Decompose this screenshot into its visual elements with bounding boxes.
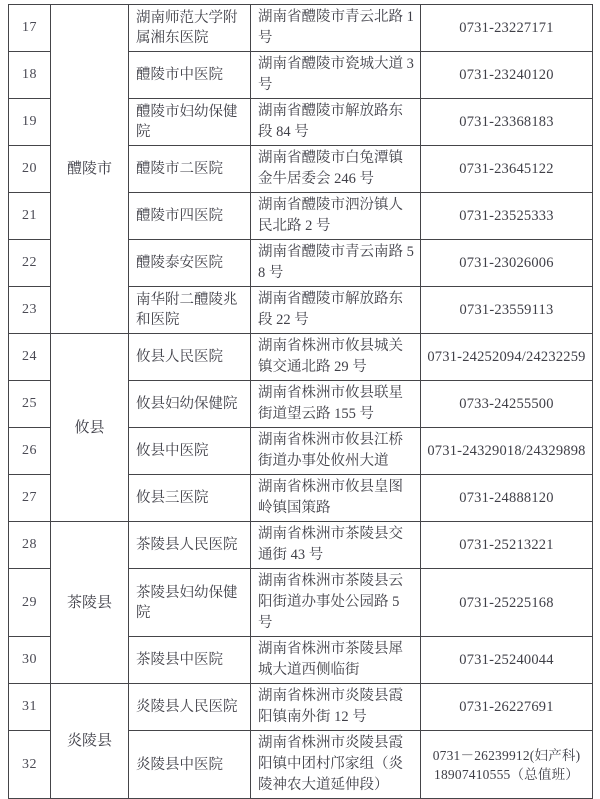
address-cell: 湖南省株洲市攸县联星街道望云路 155 号 [251, 381, 421, 428]
address-cell: 湖南省醴陵市泗汾镇人民北路 2 号 [251, 193, 421, 240]
phone-cell: 0731-25213221 [421, 522, 593, 569]
hospital-name-cell: 南华附二醴陵兆和医院 [129, 287, 251, 334]
address-cell: 湖南省株洲市茶陵县云阳街道办事处公园路 5 号 [251, 569, 421, 637]
address-cell: 湖南省醴陵市白兔潭镇金牛居委会 246 号 [251, 146, 421, 193]
district-cell: 攸县 [51, 334, 129, 522]
row-number-cell: 26 [9, 428, 51, 475]
row-number-cell: 31 [9, 684, 51, 731]
row-number-cell: 25 [9, 381, 51, 428]
address-cell: 湖南省醴陵市青云南路 58 号 [251, 240, 421, 287]
phone-cell: 0731-23227171 [421, 5, 593, 52]
row-number-cell: 27 [9, 475, 51, 522]
phone-cell: 0731-23525333 [421, 193, 593, 240]
hospital-name-cell: 炎陵县中医院 [129, 731, 251, 799]
phone-cell [421, 731, 593, 799]
phone-cell: 0731-23368183 [421, 99, 593, 146]
hospital-name-cell: 醴陵市四医院 [129, 193, 251, 240]
phone-cell: 0731-25240044 [421, 637, 593, 684]
address-cell: 湖南省株洲市炎陵县霞阳镇中团村邝家组（炎陵神农大道延伸段） [251, 731, 421, 799]
phone-cell: 0733-24255500 [421, 381, 593, 428]
address-cell: 湖南省株洲市茶陵县犀城大道西侧临街 [251, 637, 421, 684]
row-number-cell: 21 [9, 193, 51, 240]
hospital-name-cell: 醴陵市二医院 [129, 146, 251, 193]
row-number-cell: 30 [9, 637, 51, 684]
row-number-cell: 28 [9, 522, 51, 569]
hospital-name-cell: 醴陵市中医院 [129, 52, 251, 99]
row-number-cell: 22 [9, 240, 51, 287]
hospital-name-cell: 醴陵泰安医院 [129, 240, 251, 287]
table-row [9, 684, 593, 731]
district-cell: 茶陵县 [51, 522, 129, 684]
row-number-cell: 17 [9, 5, 51, 52]
address-cell: 湖南省株洲市攸县城关镇交通北路 29 号 [251, 334, 421, 381]
phone-cell: 0731-26227691 [421, 684, 593, 731]
address-cell: 湖南省株洲市茶陵县交通街 43 号 [251, 522, 421, 569]
hospital-contact-table [8, 4, 593, 799]
table-row [9, 5, 593, 52]
phone-line-1: 0731－26239912(妇产科) [432, 747, 581, 763]
address-cell: 湖南省醴陵市解放路东段 84 号 [251, 99, 421, 146]
row-number-cell: 18 [9, 52, 51, 99]
phone-cell: 0731-24329018/24329898 [421, 428, 593, 475]
hospital-name-cell: 攸县妇幼保健院 [129, 381, 251, 428]
address-cell: 湖南省株洲市攸县皇图岭镇国策路 [251, 475, 421, 522]
row-number-cell: 32 [9, 731, 51, 799]
hospital-name-cell: 湖南师范大学附属湘东医院 [129, 5, 251, 52]
hospital-name-cell: 茶陵县妇幼保健院 [129, 569, 251, 637]
address-cell: 湖南省醴陵市青云北路 1 号 [251, 5, 421, 52]
row-number-cell: 19 [9, 99, 51, 146]
hospital-name-cell: 茶陵县中医院 [129, 637, 251, 684]
address-cell: 湖南省株洲市攸县江桥街道办事处攸州大道 [251, 428, 421, 475]
hospital-name-cell: 炎陵县人民医院 [129, 684, 251, 731]
address-cell: 湖南省醴陵市瓷城大道 3 号 [251, 52, 421, 99]
phone-cell: 0731-25225168 [421, 569, 593, 637]
phone-cell: 0731-23026006 [421, 240, 593, 287]
phone-cell: 0731-24888120 [421, 475, 593, 522]
phone-cell: 0731-23559113 [421, 287, 593, 334]
row-number-cell: 29 [9, 569, 51, 637]
phone-cell: 0731-24252094/24232259 [421, 334, 593, 381]
hospital-name-cell: 攸县中医院 [129, 428, 251, 475]
hospital-name-cell: 茶陵县人民医院 [129, 522, 251, 569]
row-number-cell: 23 [9, 287, 51, 334]
hospital-name-cell: 攸县三医院 [129, 475, 251, 522]
hospital-name-cell: 醴陵市妇幼保健院 [129, 99, 251, 146]
hospital-name-cell: 攸县人民医院 [129, 334, 251, 381]
address-cell: 湖南省株洲市炎陵县霞阳镇南外街 12 号 [251, 684, 421, 731]
phone-line-2: 18907410555（总值班） [434, 766, 579, 782]
row-number-cell: 20 [9, 146, 51, 193]
phone-cell: 0731-23645122 [421, 146, 593, 193]
table-row [9, 334, 593, 381]
address-cell: 湖南省醴陵市解放路东段 22 号 [251, 287, 421, 334]
row-number-cell: 24 [9, 334, 51, 381]
table-row [9, 522, 593, 569]
phone-cell: 0731-23240120 [421, 52, 593, 99]
district-cell: 醴陵市 [51, 5, 129, 334]
district-cell: 炎陵县 [51, 684, 129, 799]
